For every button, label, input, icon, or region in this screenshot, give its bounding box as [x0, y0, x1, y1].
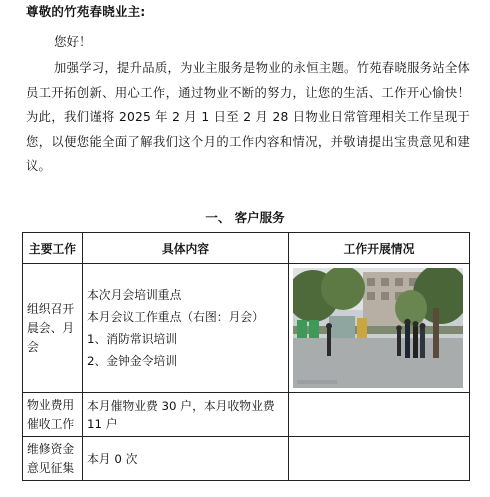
task-cell: 维修资金意见征集 [23, 437, 83, 481]
table-row [23, 393, 470, 437]
content-cell [83, 393, 289, 437]
content-line: 2、金钟金令培训 [87, 354, 178, 368]
work-report-table [22, 232, 470, 481]
content-cell [83, 264, 289, 393]
table-row [23, 437, 470, 481]
table-row [23, 264, 470, 393]
content-line: 本月 0 次 [87, 451, 138, 466]
content-line: 1、消防常识培训 [87, 332, 178, 346]
status-cell [289, 393, 470, 437]
photo-cell [289, 264, 470, 393]
content-cell [83, 437, 289, 481]
status-cell [289, 437, 470, 481]
content-line: 本月催物业费 30 户，本月收物业费 11 户 [87, 398, 275, 431]
task-cell: 组织召开晨会、月会 [23, 264, 83, 393]
header-status: 工作开展情况 [289, 233, 470, 264]
letter-greeting: 尊敬的竹苑春晓业主: [26, 4, 146, 19]
task-cell: 物业费用催收工作 [23, 393, 83, 437]
meeting-photo [293, 268, 463, 388]
content-line: 本月会议工作重点（右图：月会） [87, 310, 264, 324]
letter-hello: 您好！ [54, 34, 92, 49]
header-content: 具体内容 [83, 233, 289, 264]
section-title: 一、 客户服务 [205, 210, 285, 225]
header-main-task: 主要工作 [23, 233, 83, 264]
table-header-row [23, 233, 470, 264]
content-line: 本次月会培训重点 [87, 288, 182, 302]
letter-body: 加强学习，提升品质，为业主服务是物业的永恒主题。竹苑春晓服务站全体员工开拓创新、用心工作，通过物业不断的努力，让您的生活、工作开心愉快！为此，我们谨将 2025 年 2 月 1 日至 2 月 28 日物业日常管理相关工作呈现于您，以便您能全面了解我们这个月的工作内容和情况，并敬请提出宝贵意见和建议。 [26, 61, 470, 174]
